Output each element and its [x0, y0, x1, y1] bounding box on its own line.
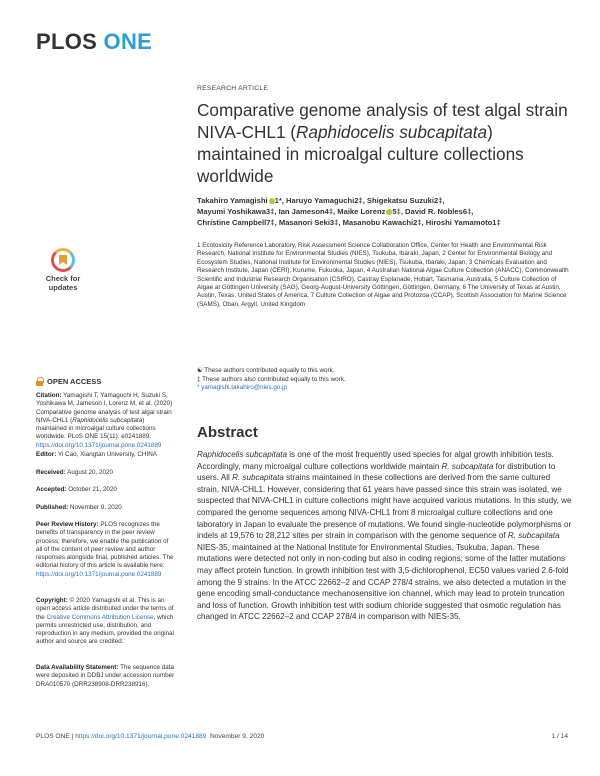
cc-license-link[interactable]: Creative Commons Attribution License: [46, 613, 154, 621]
copyright-block: Copyright: © 2020 Yamagishi et al. This is an open access article distributed under the terms of the Creative Commons Attribution License, which permits unrestricted use, distribution, and reproduction in any medium, provided the original author and source are credited.: [36, 597, 174, 646]
page-footer: [36, 733, 568, 740]
affiliations: 1 Ecotoxicity Reference Laboratory, Risk Assessment Science Collaboration Office, Center for Health and Environmental Risk Research, National Institute for Environmental Studies (NIES), Tsukuba, Ibaraki, Japan, 2 Center for Environmental Biology and Ecosystem Studies, National Institute for Environmental Studies (NIES), Tsukuba, Ibaraki, Japan, 3 Chemicals Evaluation and Research Institute, Japan (CERI), Kurume, Fukuoka, Japan, 4 Australian National Algae Culture Collection (ANACC), Commonwealth Scientific and Industrial Research Organisation (CSIRO), Castray Esplanade, Hobart, Tasmania, Australia, 5 Culture Collection of Algae at Göttingen University (SAG), Georg-August-University Göttingen, Göttingen, Germany, 6 The University of Texas at Austin, Austin, Texas, United States of America, 7 Culture Collection of Algae and Protozoa (CCAP), Scottish Association for Marine Science (SAMS), Oban, Argyll, United Kingdom: [197, 242, 569, 308]
peer-review-block: Peer Review History: PLOS recognizes the benefits of transparency in the peer review process; therefore, we enable the publication of all of the content of peer review and author responses alongside final, published articles. The editorial history of this article is available here: https://doi.org/10.1371/journal.pone.0241889: [36, 521, 174, 578]
footer-citation: PLOS ONE | https://doi.org/10.1371/journal.pone.0241889 November 9, 2020: [36, 733, 265, 740]
open-lock-icon: [36, 377, 43, 386]
author-notes: ☯ These authors contributed equally to this work. ‡ These authors also contributed equally to this work. * yamagishi.takahiro@nies.go.jp: [197, 367, 569, 393]
footer-doi-link[interactable]: https://doi.org/10.1371/journal.pone.0241889: [75, 733, 207, 740]
journal-logo: [36, 29, 152, 55]
page-number: 1 / 14: [551, 733, 568, 740]
citation-block: Citation: Yamagishi T, Yamaguchi H, Suzuki S, Yoshikawa M, Jameson I, Lorenz M, et al. (2020) Comparative genome analysis of test algal strain NIVA-CHL1 (Raphidocelis subcapitata) maintained in microalgal culture collections worldwide. PLoS ONE 15(11): e0241889. https://doi.org/10.1371/journal.pone.0241889: [36, 392, 173, 449]
published-block: Published: November 9, 2020: [36, 504, 122, 511]
accepted-block: Accepted: October 21, 2020: [36, 486, 117, 493]
received-block: Received: August 20, 2020: [36, 469, 114, 476]
logo-one: ONE: [103, 29, 153, 54]
editor-block: Editor: Yi Cao, Xiangtan University, CHINA: [36, 451, 157, 458]
author-list: Takahiro Yamagishi 1*, Haruyo Yamaguchi2‡, Shigekatsu Suzuki2‡, Mayumi Yoshikawa3‡, Ian Jameson4‡, Maike Lorenz 5‡, David R. Nobles6‡, Christine Campbell7‡, Masanori Seki3‡, Masanobu Kawachi2‡, Hiroshi Yamamoto1‡: [197, 196, 501, 227]
check-for-updates-label: Check for updates: [45, 274, 81, 292]
open-access-label: OPEN ACCESS: [36, 377, 101, 386]
abstract-heading: Abstract: [197, 424, 258, 441]
article-type: RESEARCH ARTICLE: [197, 85, 269, 92]
abstract-text: Raphidocelis subcapitata is one of the most frequently used species for algal growth inhibition tests. Accordingly, many microalgal culture collections worldwide maintain R. subcapitata for distribution to users. All R. subcapitata strains maintained in these collections are derived from the same cultured strain, NIVA-CHL1. However, considering that 61 years have passed since this strain was isolated, we suspected that NIVA-CHL1 in culture collections might have acquired various mutations. In this study, we compared the genome sequences among NIVA-CHL1 from 8 microalgal culture collections and one laboratory in Japan to evaluate the presence of mutations. We found single-nucleotide polymorphisms or indels at 19,576 to 28,212 sites per strain in comparison with the genome sequence of R. subcapitata NIES-35, maintained at the National Institute for Environmental Studies, Tsukuba, Japan. These mutations were detected not only in non-coding but also in coding regions; some of the latter mutations may affect protein function. In growth inhibition test with 3,5-dichlorophenol, EC50 values varied 2.6-fold among the 9 strains. In the ATCC 22662–2 and CCAP 278/4 strains, we also detected a mutation in the gene encoding small-conductance mechanosensitive ion channel, which may lead to protein truncation and loss of function. Growth inhibition test with sodium chloride suggested that osmotic regulation has changed in ATCC 22662–2 and CCAP 278/4 in comparison with NIES-35.: [197, 450, 572, 622]
corresponding-email-link[interactable]: * yamagishi.takahiro@nies.go.jp: [197, 384, 288, 392]
citation-doi-link[interactable]: https://doi.org/10.1371/journal.pone.0241889: [36, 441, 162, 449]
logo-plos: PLOS: [36, 29, 98, 54]
check-for-updates-badge[interactable]: [34, 248, 92, 310]
peer-review-link[interactable]: https://doi.org/10.1371/journal.pone.0241889: [36, 570, 162, 578]
author-first[interactable]: Takahiro Yamagishi: [197, 196, 268, 205]
data-availability-block: Data Availability Statement: The sequence data were deposited in DDBJ under accession number DRA010570 (DRR238908-DRR238916).: [36, 664, 175, 688]
article-title: Comparative genome analysis of test algal strain NIVA-CHL1 (Raphidocelis subcapitata) maintained in microalgal culture collections worldwide: [197, 100, 568, 186]
crossmark-icon: [51, 248, 75, 272]
